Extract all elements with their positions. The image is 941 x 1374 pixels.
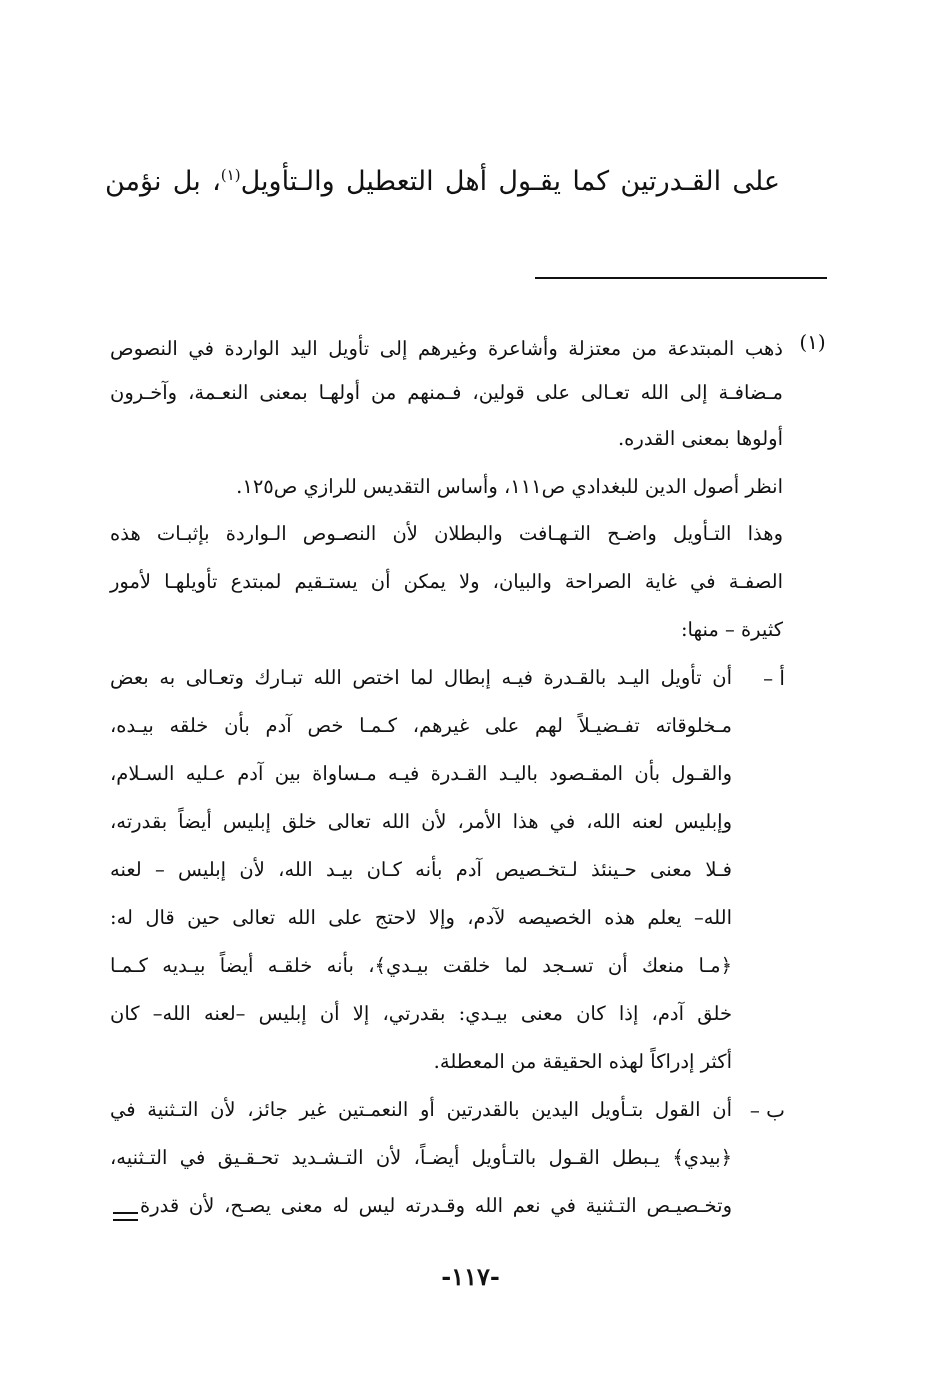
item-a-marker: أ – <box>763 666 785 690</box>
footnote-number: (١) <box>799 330 826 354</box>
item-a-line: فـلا معنى حـينئذ لـتخـصيص آدم بأنه كـان بيـد الله، لأن إبليس – لعنه <box>110 858 732 881</box>
main-text-part-2: ، بل نؤمن <box>105 166 221 197</box>
page-number: -١١٧- <box>441 1262 500 1291</box>
item-b-line: أن القول بتـأويل اليدين بالقدرتين أو النعمـتين غير جائز، لأن التـثنية في <box>110 1098 732 1121</box>
footnote-reference[interactable]: (١) <box>220 166 241 184</box>
item-a-line: أن تأويل اليـد بالقـدرة فيـه إبطال لما اختص الله تبـارك وتعـالى به بعض <box>110 666 732 689</box>
footnote-line: أولوها بمعنى القدره. <box>617 427 783 450</box>
footnote-reference-line: انظر أصول الدين للبغدادي ص١١١، وأساس التقديس للرازي ص١٢٥. <box>236 475 783 498</box>
item-a-line: ﴿مـا منعك أن تسـجد لما خلقت بيـدي﴾، بأنه خلقـه أيضاً بيـديه كـمـا <box>110 954 732 977</box>
footnote-line: مـضافـة إلى الله تعـالى على قولين، فـمنهم من أولهـا بمعنى النعـمة، وآخـرون <box>110 381 783 404</box>
item-b-line: ﴿بيدي﴾ يـبطل القـول بالتـأويل أيضـاً، لأن التـشـديد تحـقـيق في التـثنيه، <box>110 1146 732 1169</box>
item-a-line: أكثر إدراكاً لهذه الحقيقة من المعطلة. <box>433 1050 732 1073</box>
main-text-line <box>105 150 780 207</box>
footnote-separator <box>535 277 827 279</box>
item-a-line: مـخلوقاته تفـضيـلاً لهم على غيرهم، كـمـا خص آدم بأن خلقه بيـده، <box>110 714 732 737</box>
item-b-line: وتخـصيـص التـثنية في نعم الله وقـدرته ليس له معنى يصـح، لأن قدرة <box>140 1194 732 1217</box>
footnote-line: كثيرة – منها: <box>680 618 783 641</box>
continuation-mark <box>113 1212 138 1221</box>
footnote-line: وهذا التـأويل واضـح التـهـافت والبطلان لأن النصـوص الـواردة بإثبـات هذه <box>110 522 783 545</box>
item-a-line: والقـول بأن المقـصود باليـد القـدرة فيـه مـساواة بين آدم عـليه السـلام، <box>110 762 732 785</box>
item-a-line: خلق آدم، إذا كان معنى بيـدي: بقدرتي، إلا أن إبليس –لعنه الله– كان <box>110 1002 732 1025</box>
item-a-line: وإبليس لعنه الله، في هذا الأمر، لأن الله تعالى خلق إبليس أيضاً بقدرته، <box>110 810 732 833</box>
item-a-line: الله– يعلم هذه الخصيصه لآدم، وإلا لاحتج على الله تعالى حين قال له: <box>110 906 732 929</box>
item-b-marker: ب – <box>749 1098 785 1122</box>
footnote-line: الصفـة في غاية الصراحة والبيان، ولا يمكن أن يستـقيم لمبتدع تأويلهـا لأمور <box>110 570 783 593</box>
footnote-line: ذهب المبتدعة من معتزلة وأشاعرة وغيرهم إلى تأويل اليد الواردة في النصوص <box>110 337 783 360</box>
main-text-part-1: على القـدرتين كما يقـول أهل التعطيل والـتأويل <box>240 166 780 197</box>
